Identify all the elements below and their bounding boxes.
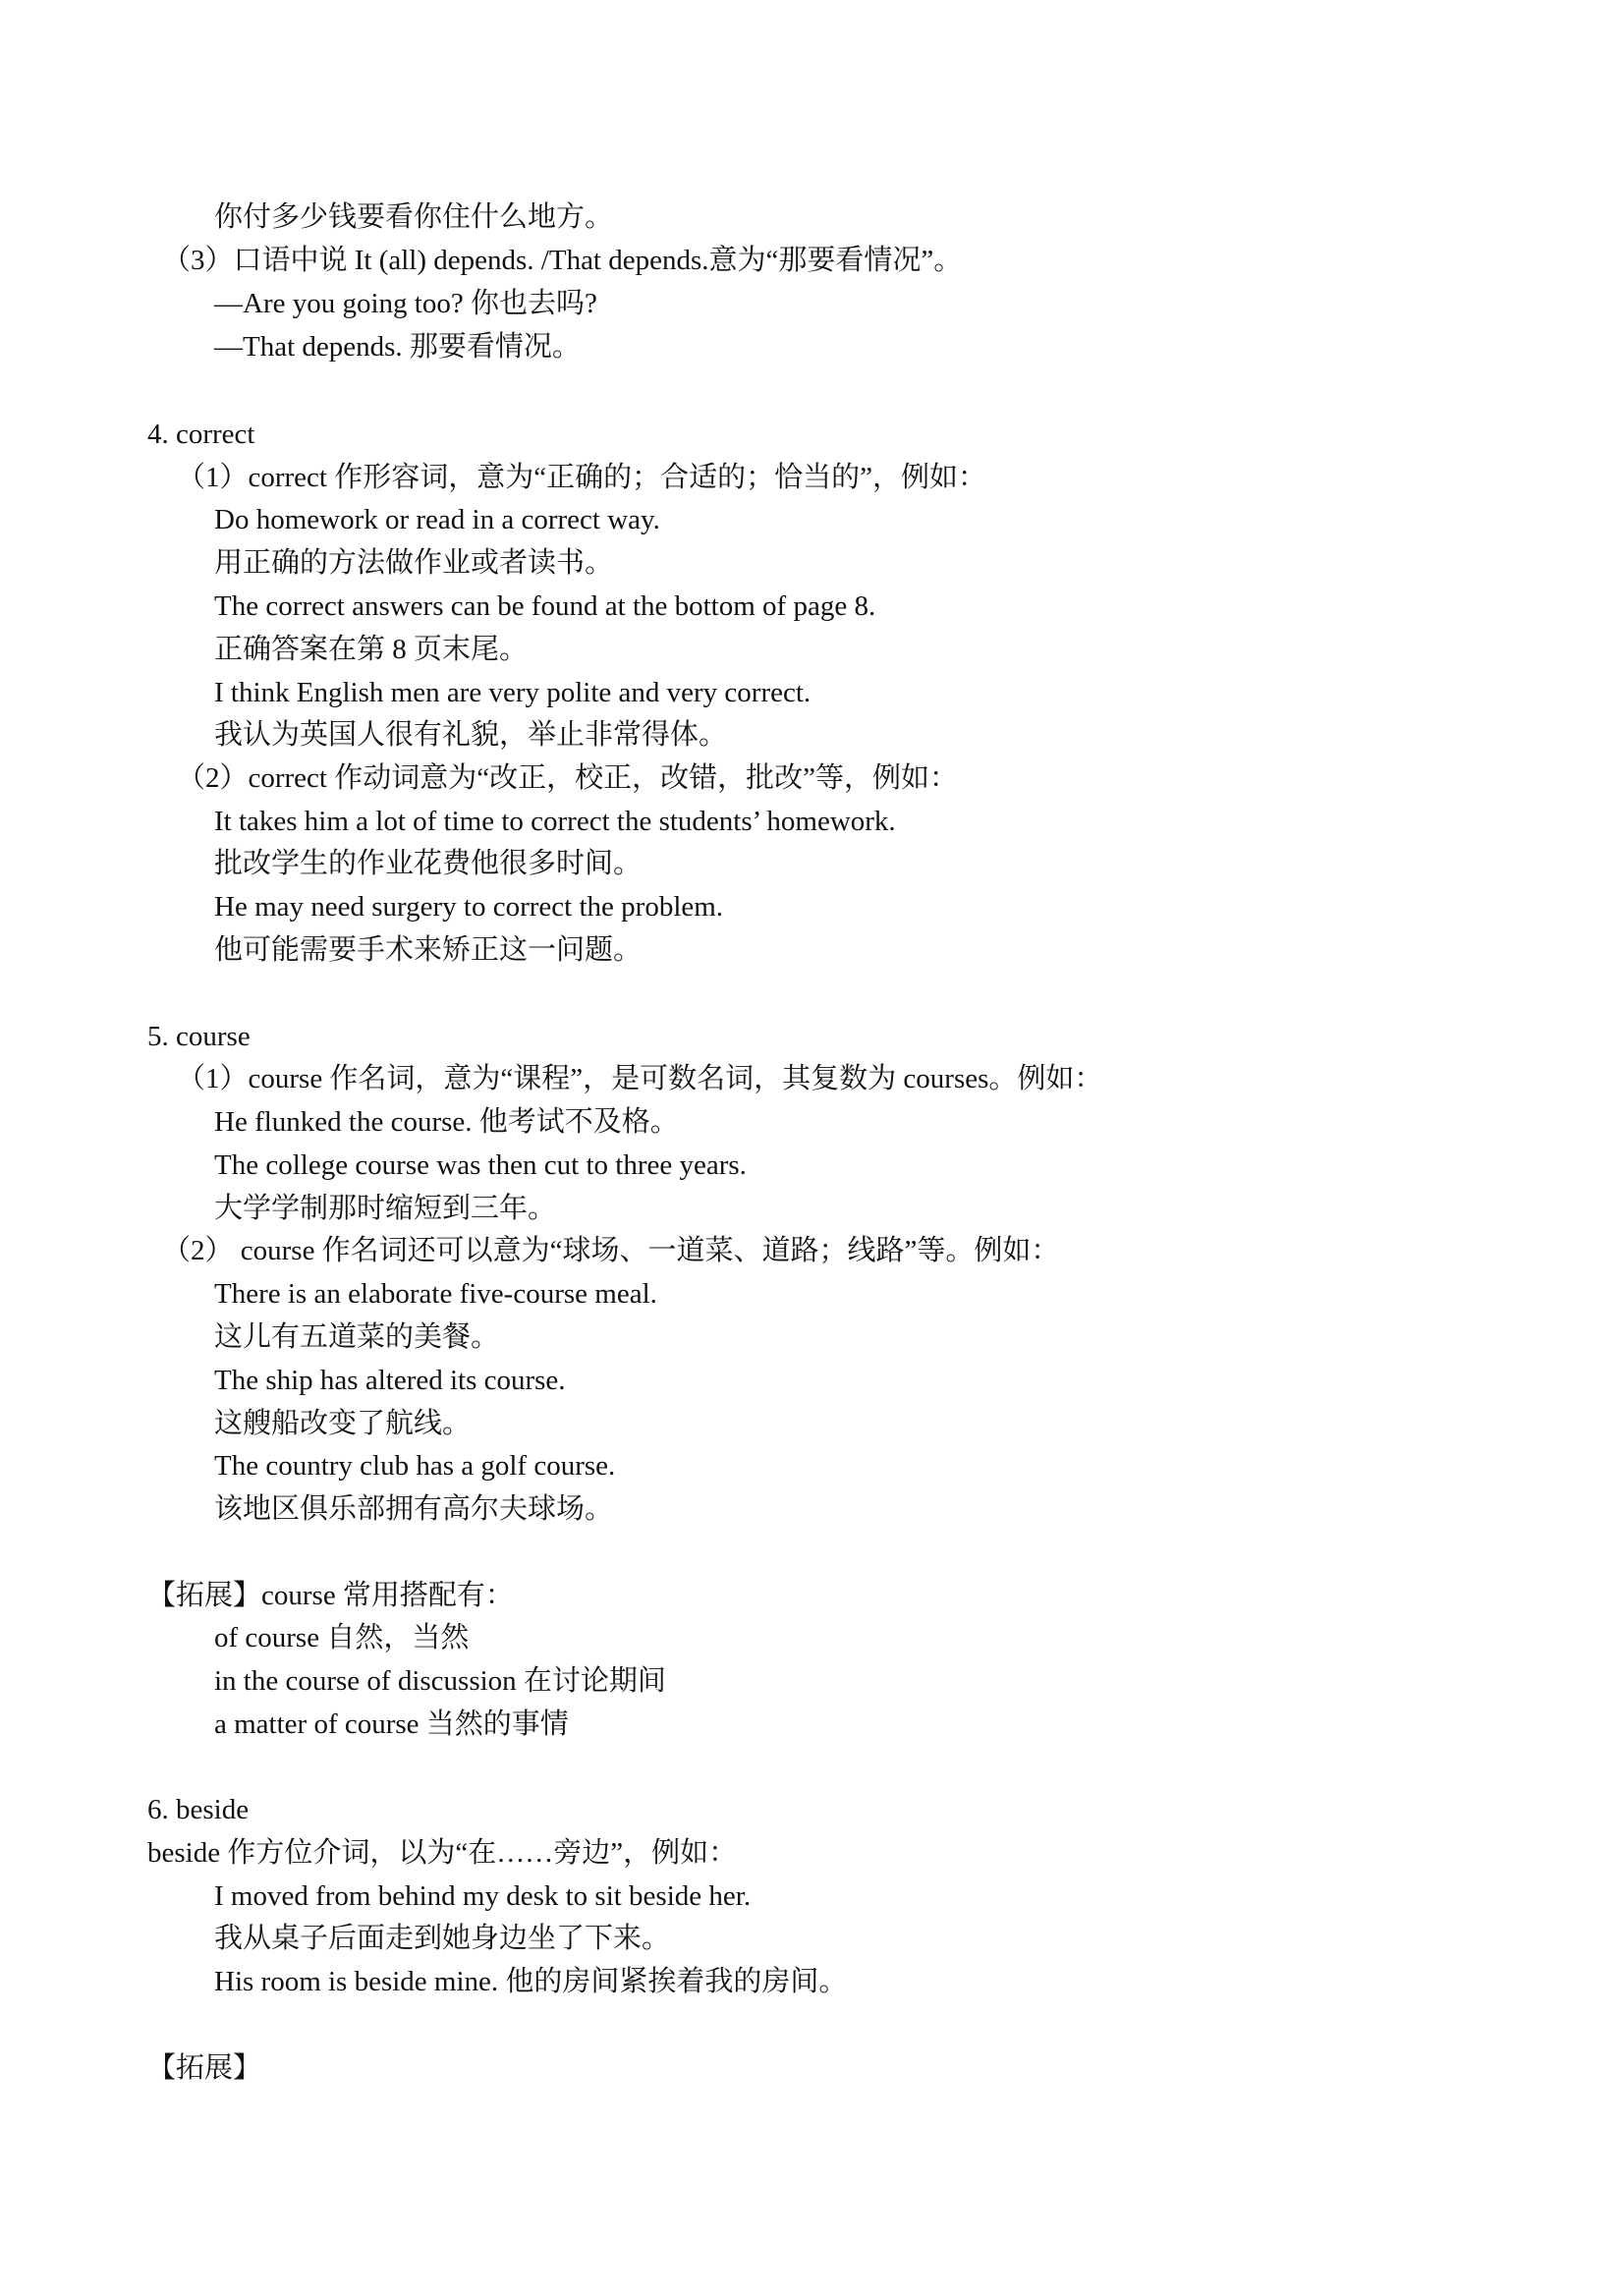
text-line: There is an elaborate five-course meal. — [214, 1278, 657, 1310]
text-line: 我认为英国人很有礼貌，举止非常得体。 — [214, 719, 728, 751]
text-line: （2） course 作名词还可以意为“球场、一道菜、道路；线路”等。例如： — [162, 1235, 1060, 1266]
text-line: 大学学制那时缩短到三年。 — [214, 1193, 557, 1224]
text-line: The college course was then cut to three years. — [214, 1149, 747, 1181]
text-line: I moved from behind my desk to sit beside her. — [214, 1880, 752, 1912]
text-line: 我从桌子后面走到她身边坐了下来。 — [214, 1923, 671, 1954]
text-line: The country club has a golf course. — [214, 1450, 616, 1482]
text-line: in the course of discussion 在讨论期间 — [214, 1665, 666, 1697]
text-line: （1）course 作名词，意为“课程”，是可数名词，其复数为 courses。例如： — [177, 1063, 1103, 1094]
extension-heading: 【拓展】 — [147, 2052, 262, 2084]
text-line: beside 作方位介词，以为“在……旁边”，例如： — [147, 1837, 738, 1869]
text-line: —Are you going too? 你也去吗? — [214, 288, 597, 319]
text-line: It takes him a lot of time to correct the students’ homework. — [214, 806, 896, 837]
text-line: （3）口语中说 It (all) depends. /That depends.意为“那要看情况”。 — [162, 245, 963, 276]
text-line: Do homework or read in a correct way. — [214, 504, 660, 535]
text-line: The correct answers can be found at the bottom of page 8. — [214, 590, 876, 622]
text-line: 该地区俱乐部拥有高尔夫球场。 — [214, 1493, 614, 1525]
text-line: 这儿有五道菜的美餐。 — [214, 1321, 500, 1353]
text-line: He may need surgery to correct the problem. — [214, 891, 724, 923]
text-line: a matter of course 当然的事情 — [214, 1708, 569, 1740]
section-heading-course: 5. course — [147, 1021, 251, 1052]
text-line: 用正确的方法做作业或者读书。 — [214, 547, 614, 579]
text-line: His room is beside mine. 他的房间紧挨着我的房间。 — [214, 1966, 848, 1997]
text-line: of course 自然，当然 — [214, 1622, 470, 1653]
text-line: 他可能需要手术来矫正这一问题。 — [214, 934, 643, 966]
section-heading-beside: 6. beside — [147, 1794, 250, 1825]
text-line: I think English men are very polite and very correct. — [214, 677, 812, 708]
text-line: （1）correct 作形容词，意为“正确的；合适的；恰当的”，例如： — [177, 462, 986, 493]
text-line: 你付多少钱要看你住什么地方。 — [214, 201, 614, 233]
text-line: The ship has altered its course. — [214, 1365, 566, 1396]
text-line: 正确答案在第 8 页末尾。 — [214, 634, 529, 665]
text-line: 批改学生的作业花费他很多时间。 — [214, 848, 643, 879]
text-line: —That depends. 那要看情况。 — [214, 331, 581, 363]
text-line: （2）correct 作动词意为“改正，校正，改错，批改”等，例如： — [177, 762, 958, 794]
section-heading-correct: 4. correct — [147, 419, 255, 450]
extension-heading: 【拓展】course 常用搭配有： — [147, 1580, 514, 1611]
text-line: 这艘船改变了航线。 — [214, 1408, 472, 1439]
text-line: He flunked the course. 他考试不及格。 — [214, 1106, 679, 1138]
